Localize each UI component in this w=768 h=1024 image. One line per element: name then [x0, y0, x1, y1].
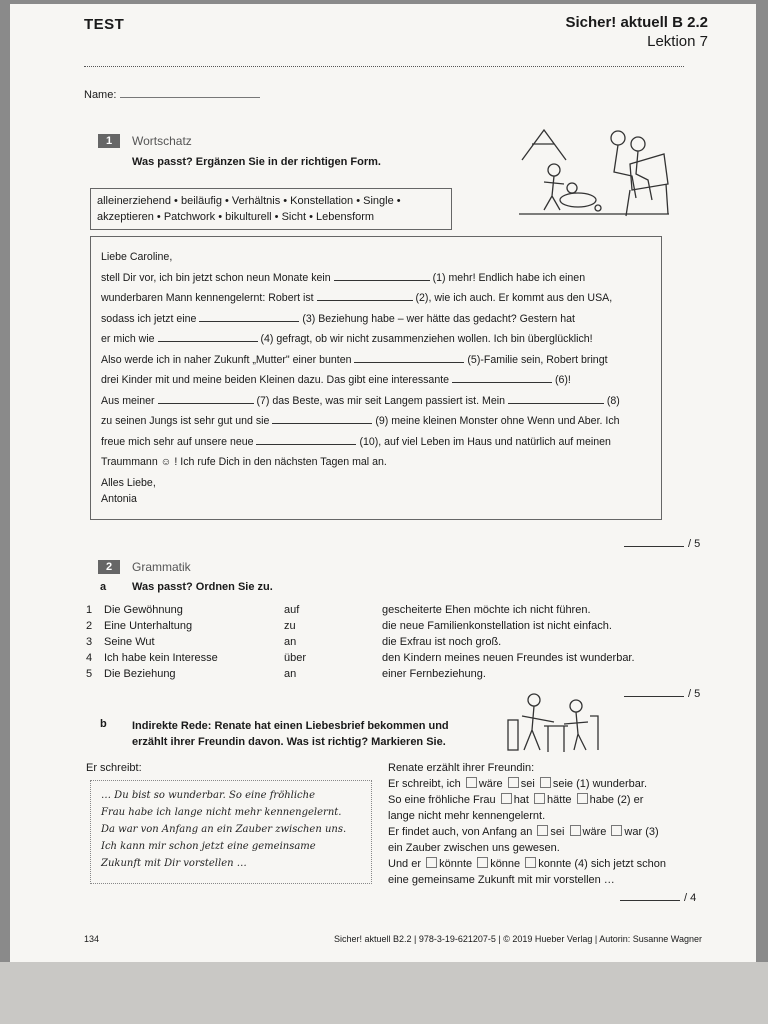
section-2-title: Grammatik: [132, 560, 191, 574]
row-right: einer Fernbeziehung.: [382, 668, 486, 680]
answer-text: Er findet auch, von Anfang an: [388, 826, 533, 838]
gap-9[interactable]: [272, 413, 372, 424]
letter-signature: Antonia: [101, 492, 137, 505]
family-illustration: [514, 124, 674, 220]
row-left: Die Gewöhnung: [104, 604, 183, 616]
letter-text: (3) Beziehung habe – wer hätte das gedacht? Gestern hat: [302, 312, 575, 325]
handwritten-line: Da war von Anfang an ein Zauber zwischen uns.: [101, 824, 347, 835]
gap-10[interactable]: [256, 434, 356, 445]
book-title: Sicher! aktuell B 2.2: [565, 14, 708, 31]
letter-text: (9) meine kleinen Monster ohne Wenn und Aber. Ich: [375, 415, 620, 427]
checkbox-3a[interactable]: [537, 825, 548, 836]
row-left: Eine Unterhaltung: [104, 620, 193, 632]
row-number: 4: [86, 652, 93, 664]
section-1-number: 1: [98, 134, 120, 148]
letter-text: freue mich sehr auf unsere neue: [101, 435, 254, 448]
handwritten-line: … Du bist so wunderbar. So eine fröhliche: [101, 790, 316, 801]
test-label: TEST: [84, 16, 125, 33]
score-max: / 5: [688, 538, 701, 550]
row-number: 1: [86, 604, 93, 616]
answer-1: [388, 776, 708, 792]
letter-greeting: Liebe Caroline,: [101, 251, 173, 263]
word-box-line-1: alleinerziehend • beiläufig • Verhältnis • Konstellation • Single •: [97, 195, 401, 207]
answer-3: [388, 824, 708, 840]
checkbox-1a[interactable]: [466, 777, 477, 788]
checkbox-2a[interactable]: [501, 793, 512, 804]
letter-text: drei Kinder mit und meine beiden Kleinen dazu. Das gibt eine interessante: [101, 374, 450, 386]
row-right: gescheiterte Ehen möchte ich nicht führen.: [382, 604, 591, 616]
page-number: 134: [84, 934, 100, 944]
section-2-number: 2: [98, 560, 120, 574]
score-line[interactable]: [624, 696, 684, 697]
part-a-score: [624, 688, 700, 700]
option: sei: [550, 826, 565, 838]
row-right: die Exfrau ist noch groß.: [382, 636, 502, 648]
option: war (3): [624, 826, 659, 838]
letter-text: (4) gefragt, ob wir nicht zusammenziehen wollen. Ich bin überglücklich!: [260, 333, 593, 345]
answer-text: ein Zauber zwischen uns gewesen.: [388, 842, 560, 854]
er-schreibt-label: Er schreibt:: [86, 762, 142, 774]
scan-background: [0, 962, 768, 1024]
row-number: 3: [86, 636, 93, 648]
option: hätte: [547, 794, 572, 806]
row-left: Ich habe kein Interesse: [104, 652, 218, 664]
gap-3[interactable]: [199, 311, 299, 322]
book-header: [565, 14, 708, 50]
letter-text: zu seinen Jungs ist sehr gut und sie: [101, 415, 270, 427]
part-a-label: a: [100, 581, 107, 593]
handwritten-letter: [90, 780, 372, 884]
letter-text: sodass ich jetzt eine: [101, 312, 197, 325]
part-b-instruction: [132, 718, 449, 750]
part-b-label: b: [100, 718, 107, 730]
letter-text: (1) mehr! Endlich habe ich einen: [432, 271, 586, 284]
answer-4: [388, 856, 708, 872]
letter-text: Traummann ☺ ! Ich rufe Dich in den nächsten Tagen mal an.: [101, 456, 387, 468]
row-preposition: zu: [284, 620, 296, 632]
header-divider: [84, 66, 684, 67]
row-right: die neue Familienkonstellation ist nicht einfach.: [382, 620, 612, 632]
option: wäre: [582, 826, 607, 838]
answer-text: So eine fröhliche Frau: [388, 794, 496, 806]
letter-text: stell Dir vor, ich bin jetzt schon neun Monate kein: [101, 271, 331, 284]
name-input-line[interactable]: [120, 88, 260, 98]
score-max: / 4: [684, 892, 697, 904]
checkbox-4b[interactable]: [477, 857, 488, 868]
letter-text: (7) das Beste, was mir seit Langem passiert ist. Mein: [256, 394, 505, 407]
checkbox-4a[interactable]: [426, 857, 437, 868]
gap-7[interactable]: [158, 393, 254, 404]
letter-text: (8): [606, 394, 620, 407]
letter-text: (6)!: [554, 374, 571, 386]
part-a-instruction: Was passt? Ordnen Sie zu.: [132, 581, 273, 593]
checkbox-4c[interactable]: [525, 857, 536, 868]
option: könnte: [439, 858, 473, 870]
option: wäre: [478, 778, 503, 790]
part-b-instruction-line-2: erzählt ihrer Freundin davon. Was ist richtig? Markieren Sie.: [132, 736, 446, 748]
row-preposition: an: [284, 636, 297, 648]
answer-text: Und er: [388, 858, 422, 870]
answer-2: [388, 792, 708, 808]
row-preposition: über: [284, 652, 307, 664]
row-left: Die Beziehung: [104, 668, 176, 680]
section-1-title: Wortschatz: [132, 134, 192, 148]
word-box-line-2: akzeptieren • Patchwork • bikulturell • Sicht • Lebensform: [97, 211, 375, 223]
answer-text: lange nicht mehr kennengelernt.: [388, 810, 546, 822]
letter-text: wunderbaren Mann kennengelernt: Robert ist: [101, 292, 314, 304]
score-max: / 5: [688, 688, 701, 700]
letter-text: Also werde ich in naher Zukunft „Mutter" einer bunten: [101, 353, 352, 366]
answer-text: eine gemeinsame Zukunft mit mir vorstellen …: [388, 874, 615, 886]
part-b-instruction-line-1: Indirekte Rede: Renate hat einen Liebesbrief bekommen und: [132, 720, 449, 732]
gap-5[interactable]: [354, 352, 464, 363]
section-1-score: [624, 538, 700, 550]
checkbox-1b[interactable]: [508, 777, 519, 788]
option: hat: [513, 794, 529, 806]
row-number: 2: [86, 620, 93, 632]
renate-answers: [388, 760, 708, 888]
letter-text: Aus meiner: [101, 394, 155, 407]
letter-closing: Alles Liebe,: [101, 476, 156, 489]
option: konnte (4) sich jetzt schon: [538, 858, 667, 870]
part-b-score: [620, 892, 696, 904]
gap-1[interactable]: [334, 270, 430, 281]
handwritten-line: Frau habe ich lange nicht mehr kennengelernt.: [101, 807, 342, 818]
checkbox-2c[interactable]: [577, 793, 588, 804]
row-number: 5: [86, 668, 93, 680]
row-left: Seine Wut: [104, 636, 155, 648]
checkbox-2b[interactable]: [534, 793, 545, 804]
answer-text: Er schreibt, ich: [388, 778, 461, 790]
letter-text: (2), wie ich auch. Er kommt aus den USA,: [415, 292, 613, 304]
renate-label: Renate erzählt ihrer Freundin:: [388, 762, 535, 774]
score-line[interactable]: [624, 546, 684, 547]
name-label: Name:: [84, 89, 117, 101]
publisher-info: Sicher! aktuell B2.2 | 978-3-19-621207-5 | © 2019 Hueber Verlag | Autorin: Susanne Wagner: [333, 934, 702, 944]
gap-2[interactable]: [317, 290, 413, 301]
letter-text: (10), auf viel Leben im Haus und natürlich auf meinen: [359, 435, 611, 448]
friends-illustration: [504, 690, 600, 756]
option: könne: [490, 858, 521, 870]
letter-text: (5)-Familie sein, Robert bringt: [467, 353, 608, 366]
lesson-title: Lektion 7: [647, 33, 708, 50]
gap-6[interactable]: [452, 372, 552, 383]
handwritten-line: Ich kann mir schon jetzt eine gemeinsame: [101, 841, 316, 852]
option: sei: [520, 778, 535, 790]
option: habe (2) er: [589, 794, 644, 806]
row-right: den Kindern meines neuen Freundes ist wunderbar.: [382, 652, 635, 664]
row-preposition: auf: [284, 604, 300, 616]
gap-4[interactable]: [158, 331, 258, 342]
score-line[interactable]: [620, 900, 680, 901]
handwritten-line: Zukunft mit Dir vorstellen …: [101, 858, 247, 869]
word-box: [90, 188, 452, 230]
option: seie (1) wunderbar.: [552, 778, 648, 790]
checkbox-3b[interactable]: [570, 825, 581, 836]
letter-text: er mich wie: [101, 333, 155, 345]
letter-box: [90, 236, 662, 520]
name-row: [84, 88, 260, 101]
checkbox-1c[interactable]: [540, 777, 551, 788]
gap-8[interactable]: [508, 393, 604, 404]
row-preposition: an: [284, 668, 297, 680]
checkbox-3c[interactable]: [611, 825, 622, 836]
section-1-instruction: Was passt? Ergänzen Sie in der richtigen Form.: [132, 156, 381, 168]
